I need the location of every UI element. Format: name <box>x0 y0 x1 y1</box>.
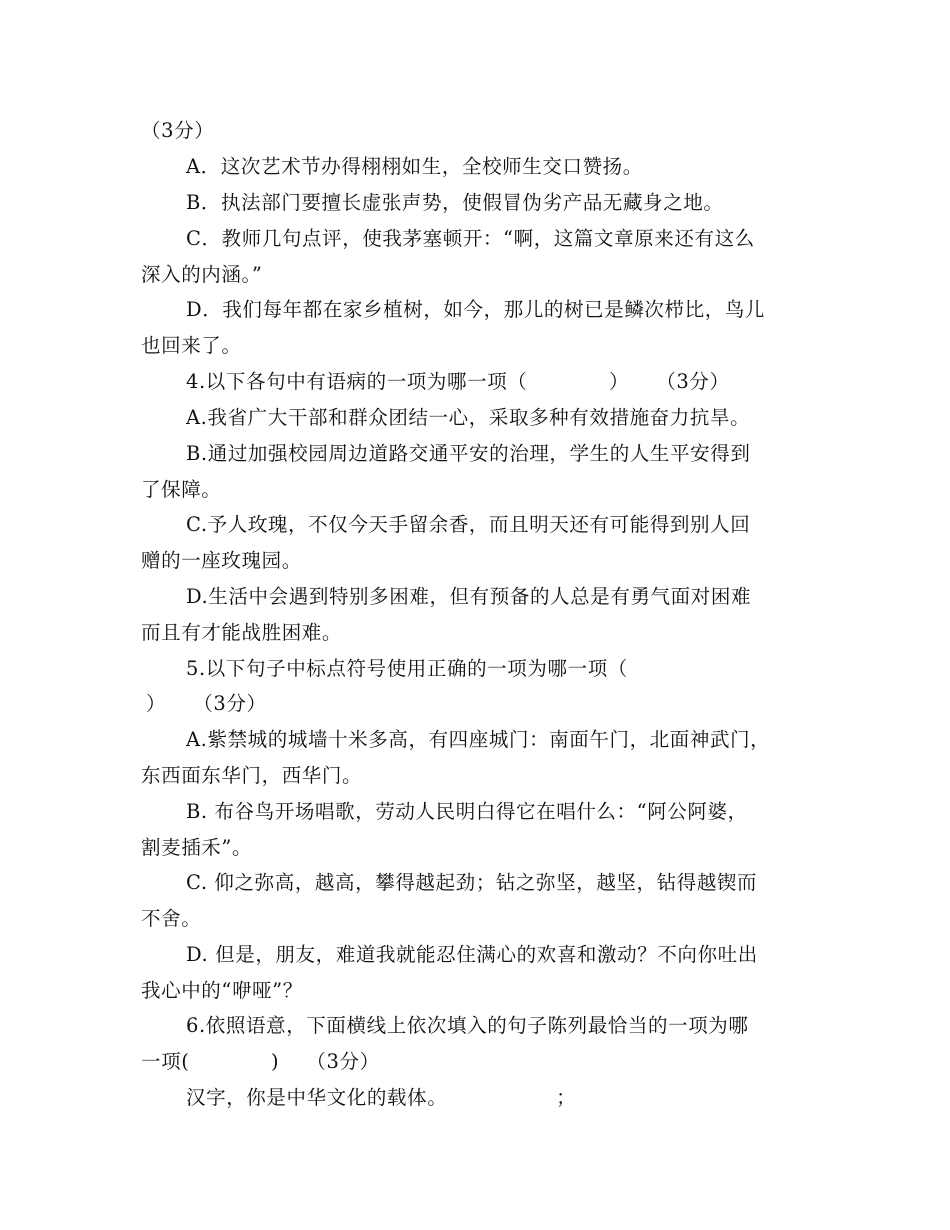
text-line: C.予人玫瑰，不仅今天手留余香，而且明天还有可能得到别人回 <box>186 513 751 536</box>
text-line: 东西面东华门，西华门。 <box>141 764 363 787</box>
text-line: B．执法部门要擅长虚张声势，使假冒伪劣产品无藏身之地。 <box>186 191 724 214</box>
text-line: D. 但是，朋友，难道我就能忍住满心的欢喜和激动？不向你吐出 <box>186 943 758 966</box>
text-line: 也回来了。 <box>141 334 242 357</box>
text-line: 而且有才能战胜困难。 <box>141 621 343 644</box>
text-line: 汉字，你是中华文化的载体。 ； <box>186 1086 577 1109</box>
text-line: 深入的内涵。” <box>141 263 263 286</box>
text-line: A.紫禁城的城墙十米多高，有四座城门：南面午门，北面神武门， <box>186 728 771 751</box>
text-line: 不舍。 <box>141 907 202 930</box>
text-line: 4.以下各句中有语病的一项为哪一项（ ） （3分） <box>186 370 730 393</box>
text-line: 6.依照语意，下面横线上依次填入的句子陈列最恰当的一项为哪 <box>186 1014 749 1037</box>
text-line: A．这次艺术节办得栩栩如生，全校师生交口赞扬。 <box>186 155 643 178</box>
text-line: 赠的一座玫瑰园。 <box>141 549 302 572</box>
text-line: 了保障。 <box>141 478 222 501</box>
text-line: 5.以下句子中标点符号使用正确的一项为哪一项（ <box>186 657 628 680</box>
text-line: C. 仰之弥高，越高，攀得越起劲；钻之弥坚，越坚，钻得越锲而 <box>186 871 758 894</box>
text-line: 割麦插禾”。 <box>141 836 253 859</box>
text-line: （3分） <box>141 119 215 142</box>
text-line: D．我们每年都在家乡植树，如今，那儿的树已是鳞次栉比，鸟儿 <box>186 298 766 321</box>
text-line: D.生活中会遇到特别多困难，但有预备的人总是有勇气面对困难 <box>186 585 752 608</box>
text-line: A.我省广大干部和群众团结一心，采取多种有效措施奋力抗旱。 <box>186 406 751 429</box>
text-line: B.通过加强校园周边道路交通平安的治理，学生的人生平安得到 <box>186 442 751 465</box>
text-line: 一项( ) （3分） <box>141 1050 380 1073</box>
text-line: 我心中的“咿哑”？ <box>141 979 303 1002</box>
text-line: C．教师几句点评，使我茅塞顿开：“啊，这篇文章原来还有这么 <box>186 227 755 250</box>
text-line: B. 布谷鸟开场唱歌，劳动人民明白得它在唱什么：“阿公阿婆， <box>186 800 748 823</box>
text-line: ） （3分） <box>146 692 267 715</box>
